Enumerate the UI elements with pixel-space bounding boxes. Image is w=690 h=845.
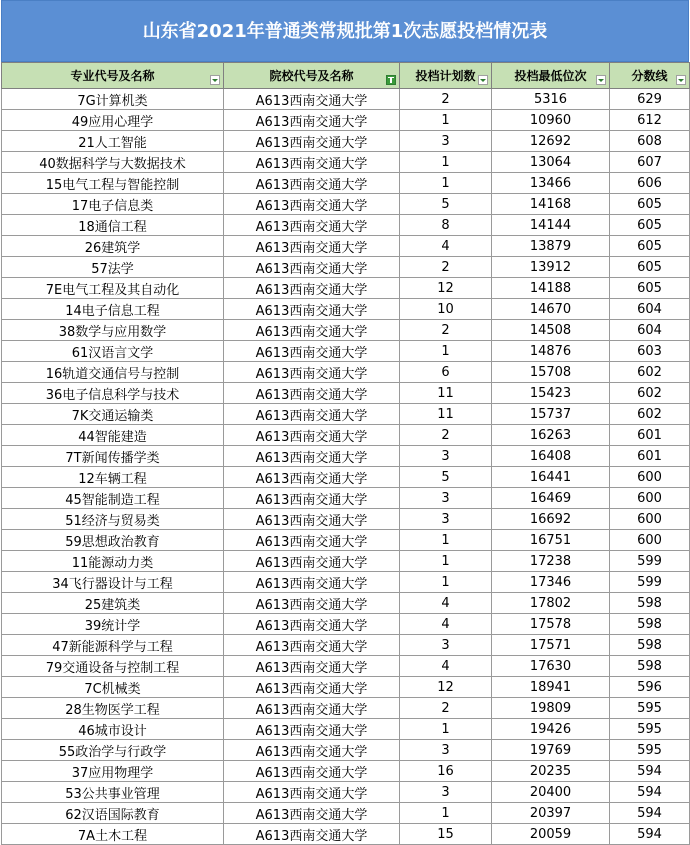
school-cell[interactable]: A613西南交通大学 (224, 677, 400, 698)
major-cell[interactable]: 14电子信息工程 (2, 299, 224, 320)
plan-cell[interactable]: 2 (400, 425, 492, 446)
table-row (2, 698, 690, 719)
major-cell[interactable]: 25建筑类 (2, 593, 224, 614)
rank-cell[interactable]: 16441 (492, 467, 610, 488)
table-row (2, 677, 690, 698)
plan-cell[interactable]: 2 (400, 320, 492, 341)
major-cell[interactable]: 79交通设备与控制工程 (2, 656, 224, 677)
spreadsheet (1, 0, 689, 845)
school-cell[interactable]: A613西南交通大学 (224, 803, 400, 824)
plan-cell[interactable]: 5 (400, 467, 492, 488)
school-cell[interactable]: A613西南交通大学 (224, 131, 400, 152)
rank-cell[interactable]: 12692 (492, 131, 610, 152)
rank-cell[interactable]: 13466 (492, 173, 610, 194)
plan-cell[interactable]: 2 (400, 698, 492, 719)
score-cell[interactable]: 608 (610, 131, 690, 152)
header-plan (400, 63, 492, 89)
rank-cell[interactable]: 13912 (492, 257, 610, 278)
school-cell[interactable]: A613西南交通大学 (224, 551, 400, 572)
table-row (2, 383, 690, 404)
table-row (2, 488, 690, 509)
score-cell[interactable]: 606 (610, 173, 690, 194)
score-cell[interactable]: 594 (610, 803, 690, 824)
plan-cell[interactable]: 1 (400, 719, 492, 740)
plan-cell[interactable]: 3 (400, 509, 492, 530)
header-rank (492, 63, 610, 89)
major-cell[interactable]: 53公共事业管理 (2, 782, 224, 803)
rank-cell[interactable]: 14508 (492, 320, 610, 341)
plan-cell[interactable]: 8 (400, 215, 492, 236)
rank-cell[interactable]: 14670 (492, 299, 610, 320)
plan-cell[interactable]: 11 (400, 404, 492, 425)
school-cell[interactable]: A613西南交通大学 (224, 257, 400, 278)
score-cell[interactable]: 601 (610, 446, 690, 467)
school-cell[interactable]: A613西南交通大学 (224, 383, 400, 404)
rank-cell[interactable]: 13879 (492, 236, 610, 257)
major-cell[interactable]: 26建筑学 (2, 236, 224, 257)
table-row (2, 194, 690, 215)
header-label: 院校代号及名称 (269, 69, 354, 83)
school-cell[interactable]: A613西南交通大学 (224, 404, 400, 425)
major-cell[interactable]: 49应用心理学 (2, 110, 224, 131)
score-cell[interactable]: 598 (610, 593, 690, 614)
major-cell[interactable]: 18通信工程 (2, 215, 224, 236)
rank-cell[interactable]: 17802 (492, 593, 610, 614)
table-row (2, 530, 690, 551)
score-cell[interactable]: 599 (610, 572, 690, 593)
rank-cell[interactable]: 17346 (492, 572, 610, 593)
table-row (2, 824, 690, 845)
table-row (2, 593, 690, 614)
plan-cell[interactable]: 10 (400, 299, 492, 320)
table-row (2, 509, 690, 530)
major-cell[interactable]: 12车辆工程 (2, 467, 224, 488)
table-row (2, 761, 690, 782)
school-cell[interactable]: A613西南交通大学 (224, 89, 400, 110)
score-cell[interactable]: 604 (610, 299, 690, 320)
score-cell[interactable]: 596 (610, 677, 690, 698)
score-cell[interactable]: 598 (610, 635, 690, 656)
table-row (2, 236, 690, 257)
plan-cell[interactable]: 3 (400, 131, 492, 152)
score-cell[interactable]: 600 (610, 467, 690, 488)
school-cell[interactable]: A613西南交通大学 (224, 761, 400, 782)
score-cell[interactable]: 603 (610, 341, 690, 362)
rank-cell[interactable]: 14168 (492, 194, 610, 215)
school-cell[interactable]: A613西南交通大学 (224, 110, 400, 131)
rank-cell[interactable]: 16751 (492, 530, 610, 551)
major-cell[interactable]: 45智能制造工程 (2, 488, 224, 509)
rank-cell[interactable]: 19769 (492, 740, 610, 761)
score-cell[interactable]: 605 (610, 215, 690, 236)
table-row (2, 740, 690, 761)
plan-cell[interactable]: 12 (400, 278, 492, 299)
filter-dropdown-icon[interactable] (210, 75, 220, 85)
score-cell[interactable]: 595 (610, 698, 690, 719)
plan-cell[interactable]: 11 (400, 383, 492, 404)
plan-cell[interactable]: 12 (400, 677, 492, 698)
score-cell[interactable]: 598 (610, 614, 690, 635)
rank-cell[interactable]: 20397 (492, 803, 610, 824)
table-row (2, 131, 690, 152)
major-cell[interactable]: 34飞行器设计与工程 (2, 572, 224, 593)
score-cell[interactable]: 607 (610, 152, 690, 173)
plan-cell[interactable]: 1 (400, 341, 492, 362)
score-cell[interactable]: 602 (610, 362, 690, 383)
major-cell[interactable]: 62汉语国际教育 (2, 803, 224, 824)
school-cell[interactable]: A613西南交通大学 (224, 173, 400, 194)
table-row (2, 257, 690, 278)
table-row (2, 656, 690, 677)
rank-cell[interactable]: 20400 (492, 782, 610, 803)
major-cell[interactable]: 39统计学 (2, 614, 224, 635)
table-row (2, 173, 690, 194)
major-cell[interactable]: 28生物医学工程 (2, 698, 224, 719)
rank-cell[interactable]: 10960 (492, 110, 610, 131)
header-school (224, 63, 400, 89)
major-cell[interactable]: 7K交通运输类 (2, 404, 224, 425)
school-cell[interactable]: A613西南交通大学 (224, 635, 400, 656)
plan-cell[interactable]: 3 (400, 446, 492, 467)
rank-cell[interactable]: 20059 (492, 824, 610, 845)
plan-cell[interactable]: 1 (400, 803, 492, 824)
rank-cell[interactable]: 17578 (492, 614, 610, 635)
header-major (2, 63, 224, 89)
major-cell[interactable]: 7E电气工程及其自动化 (2, 278, 224, 299)
score-cell[interactable]: 604 (610, 320, 690, 341)
school-cell[interactable]: A613西南交通大学 (224, 782, 400, 803)
rank-cell[interactable]: 14188 (492, 278, 610, 299)
table-body (2, 89, 690, 845)
rank-cell[interactable]: 15423 (492, 383, 610, 404)
major-cell[interactable]: 40数据科学与大数据技术 (2, 152, 224, 173)
school-cell[interactable]: A613西南交通大学 (224, 194, 400, 215)
plan-cell[interactable]: 1 (400, 530, 492, 551)
filter-dropdown-icon[interactable] (478, 75, 488, 85)
table-row (2, 782, 690, 803)
plan-cell[interactable]: 2 (400, 257, 492, 278)
major-cell[interactable]: 11能源动力类 (2, 551, 224, 572)
score-cell[interactable]: 605 (610, 257, 690, 278)
table-row (2, 110, 690, 131)
rank-cell[interactable]: 16408 (492, 446, 610, 467)
rank-cell[interactable]: 13064 (492, 152, 610, 173)
plan-cell[interactable]: 5 (400, 194, 492, 215)
score-cell[interactable]: 602 (610, 383, 690, 404)
rank-cell[interactable]: 16692 (492, 509, 610, 530)
sheet-title: 山东省2021年普通类常规批第1次志愿投档情况表 (1, 0, 689, 62)
table-row (2, 467, 690, 488)
plan-cell[interactable]: 1 (400, 173, 492, 194)
score-cell[interactable]: 612 (610, 110, 690, 131)
school-cell[interactable]: A613西南交通大学 (224, 341, 400, 362)
score-cell[interactable]: 600 (610, 488, 690, 509)
rank-cell[interactable]: 16469 (492, 488, 610, 509)
major-cell[interactable]: 38数学与应用数学 (2, 320, 224, 341)
score-cell[interactable]: 605 (610, 278, 690, 299)
header-row (2, 63, 690, 89)
table-row (2, 719, 690, 740)
header-label: 专业代号及名称 (70, 69, 155, 83)
rank-cell[interactable]: 19809 (492, 698, 610, 719)
plan-cell[interactable]: 1 (400, 110, 492, 131)
rank-cell[interactable]: 17571 (492, 635, 610, 656)
score-cell[interactable]: 600 (610, 530, 690, 551)
school-cell[interactable]: A613西南交通大学 (224, 824, 400, 845)
major-cell[interactable]: 46城市设计 (2, 719, 224, 740)
header-score (610, 63, 690, 89)
score-cell[interactable]: 594 (610, 761, 690, 782)
plan-cell[interactable]: 16 (400, 761, 492, 782)
major-cell[interactable]: 59思想政治教育 (2, 530, 224, 551)
header-label: 分数线 (631, 69, 668, 83)
rank-cell[interactable]: 15708 (492, 362, 610, 383)
score-cell[interactable]: 605 (610, 236, 690, 257)
table-row (2, 404, 690, 425)
table-row (2, 425, 690, 446)
plan-cell[interactable]: 4 (400, 614, 492, 635)
school-cell[interactable]: A613西南交通大学 (224, 425, 400, 446)
school-cell[interactable]: A613西南交通大学 (224, 509, 400, 530)
school-cell[interactable]: A613西南交通大学 (224, 152, 400, 173)
table-row (2, 278, 690, 299)
major-cell[interactable]: 51经济与贸易类 (2, 509, 224, 530)
score-cell[interactable]: 602 (610, 404, 690, 425)
school-cell[interactable]: A613西南交通大学 (224, 362, 400, 383)
major-cell[interactable]: 61汉语言文学 (2, 341, 224, 362)
plan-cell[interactable]: 6 (400, 362, 492, 383)
plan-cell[interactable]: 3 (400, 635, 492, 656)
school-cell[interactable]: A613西南交通大学 (224, 593, 400, 614)
school-cell[interactable]: A613西南交通大学 (224, 278, 400, 299)
plan-cell[interactable]: 1 (400, 572, 492, 593)
rank-cell[interactable]: 14144 (492, 215, 610, 236)
school-cell[interactable]: A613西南交通大学 (224, 614, 400, 635)
school-cell[interactable]: A613西南交通大学 (224, 530, 400, 551)
major-cell[interactable]: 16轨道交通信号与控制 (2, 362, 224, 383)
score-cell[interactable]: 599 (610, 551, 690, 572)
school-cell[interactable]: A613西南交通大学 (224, 698, 400, 719)
score-cell[interactable]: 594 (610, 824, 690, 845)
table-row (2, 551, 690, 572)
rank-cell[interactable]: 14876 (492, 341, 610, 362)
score-cell[interactable]: 595 (610, 719, 690, 740)
rank-cell[interactable]: 17630 (492, 656, 610, 677)
school-cell[interactable]: A613西南交通大学 (224, 488, 400, 509)
school-cell[interactable]: A613西南交通大学 (224, 320, 400, 341)
table-row (2, 89, 690, 110)
major-cell[interactable]: 7T新闻传播学类 (2, 446, 224, 467)
table-row (2, 614, 690, 635)
score-cell[interactable]: 601 (610, 425, 690, 446)
header-label: 投档最低位次 (514, 69, 587, 83)
table-row (2, 320, 690, 341)
plan-cell[interactable]: 4 (400, 656, 492, 677)
plan-cell[interactable]: 15 (400, 824, 492, 845)
score-cell[interactable]: 629 (610, 89, 690, 110)
rank-cell[interactable]: 15737 (492, 404, 610, 425)
school-cell[interactable]: A613西南交通大学 (224, 299, 400, 320)
plan-cell[interactable]: 2 (400, 89, 492, 110)
table-row (2, 341, 690, 362)
plan-cell[interactable]: 1 (400, 152, 492, 173)
major-cell[interactable]: 7A土木工程 (2, 824, 224, 845)
plan-cell[interactable]: 1 (400, 551, 492, 572)
plan-cell[interactable]: 3 (400, 782, 492, 803)
school-cell[interactable]: A613西南交通大学 (224, 719, 400, 740)
filter-active-icon[interactable] (386, 75, 396, 85)
table-row (2, 215, 690, 236)
major-cell[interactable]: 17电子信息类 (2, 194, 224, 215)
major-cell[interactable]: 57法学 (2, 257, 224, 278)
major-cell[interactable]: 47新能源科学与工程 (2, 635, 224, 656)
school-cell[interactable]: A613西南交通大学 (224, 215, 400, 236)
school-cell[interactable]: A613西南交通大学 (224, 467, 400, 488)
score-cell[interactable]: 595 (610, 740, 690, 761)
major-cell[interactable]: 15电气工程与智能控制 (2, 173, 224, 194)
table-row (2, 299, 690, 320)
table-row (2, 446, 690, 467)
rank-cell[interactable]: 20235 (492, 761, 610, 782)
table-row (2, 803, 690, 824)
plan-cell[interactable]: 4 (400, 593, 492, 614)
school-cell[interactable]: A613西南交通大学 (224, 446, 400, 467)
major-cell[interactable]: 55政治学与行政学 (2, 740, 224, 761)
major-cell[interactable]: 21人工智能 (2, 131, 224, 152)
major-cell[interactable]: 7C机械类 (2, 677, 224, 698)
table-row (2, 152, 690, 173)
major-cell[interactable]: 7G计算机类 (2, 89, 224, 110)
major-cell[interactable]: 37应用物理学 (2, 761, 224, 782)
plan-cell[interactable]: 3 (400, 488, 492, 509)
filter-dropdown-icon[interactable] (676, 75, 686, 85)
rank-cell[interactable]: 16263 (492, 425, 610, 446)
school-cell[interactable]: A613西南交通大学 (224, 572, 400, 593)
rank-cell[interactable]: 5316 (492, 89, 610, 110)
header-label: 投档计划数 (415, 69, 476, 83)
major-cell[interactable]: 44智能建造 (2, 425, 224, 446)
score-cell[interactable]: 598 (610, 656, 690, 677)
score-cell[interactable]: 594 (610, 782, 690, 803)
major-cell[interactable]: 36电子信息科学与技术 (2, 383, 224, 404)
table-row (2, 635, 690, 656)
school-cell[interactable]: A613西南交通大学 (224, 740, 400, 761)
rank-cell[interactable]: 18941 (492, 677, 610, 698)
table-row (2, 362, 690, 383)
rank-cell[interactable]: 19426 (492, 719, 610, 740)
school-cell[interactable]: A613西南交通大学 (224, 656, 400, 677)
school-cell[interactable]: A613西南交通大学 (224, 236, 400, 257)
score-cell[interactable]: 605 (610, 194, 690, 215)
score-cell[interactable]: 600 (610, 509, 690, 530)
rank-cell[interactable]: 17238 (492, 551, 610, 572)
filter-dropdown-icon[interactable] (596, 75, 606, 85)
plan-cell[interactable]: 3 (400, 740, 492, 761)
plan-cell[interactable]: 4 (400, 236, 492, 257)
admission-table (1, 62, 690, 845)
table-row (2, 572, 690, 593)
